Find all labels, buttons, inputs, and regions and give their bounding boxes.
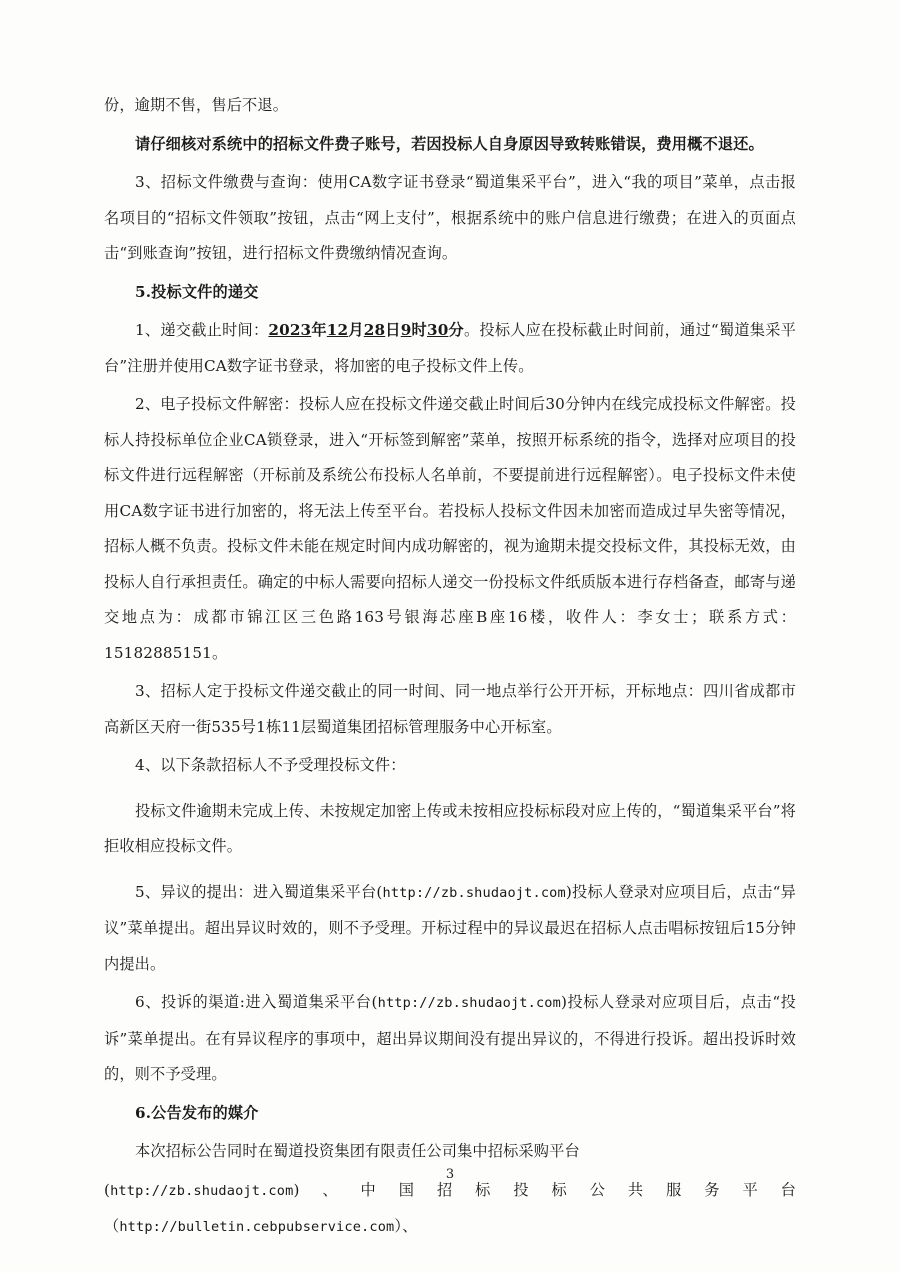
deadline-hour: 9: [400, 321, 412, 339]
paragraph-deadline: [104, 313, 796, 384]
objection-prefix: 5、异议的提出：进入蜀道集采平台(: [135, 882, 383, 901]
section-heading-bid-submission: 5.投标文件的递交: [135, 282, 259, 301]
complaint-rest: )投标人登录对应项目后，点击“投诉”菜单提出。在有异议程序的事项中，超出异议期间没有提出异议的，不得进行投诉。超出投诉时效的，则不予受理。: [104, 993, 796, 1083]
section-heading-publication-media: 6.公告发布的媒介: [135, 1103, 259, 1122]
publication-link-shudao[interactable]: http://zb.shudaojt.com: [110, 1182, 294, 1199]
publication-open-paren: (: [104, 1180, 111, 1199]
paragraph-decryption: 2、电子投标文件解密：投标人应在投标文件递交截止时间后30分钟内在线完成投标文件解密。投标人持投标单位企业CA锁登录，进入“开标签到解密”菜单，按照开标系统的指令，选择对应项目的投标文件进行远程解密（开标前及系统公布投标人名单前，不要提前进行远程解密）。电子投标文件未使用CA数字证书进行加密的，将无法上传至平台。若投标人投标文件因未加密而造成过早失密等情况，招标人概不负责。投标文件未能在规定时间内成功解密的，视为逾期未提交投标文件，其投标无效，由投标人自行承担责任。确定的中标人需要向招标人递交一份投标文件纸质版本进行存档备查，邮寄与递交地点为：成都市锦江区三色路163号银海芯座B座16楼，收件人：李女士；联系方式：15182885151。: [104, 395, 796, 662]
paragraph-objection: [104, 875, 796, 983]
page-number: 3: [445, 1167, 455, 1182]
deadline-day-unit: 日: [385, 321, 401, 339]
paragraph-rejection-terms: 投标文件逾期未完成上传、未按规定加密上传或未按相应投标标段对应上传的，“蜀道集采平台”将拒收相应投标文件。: [104, 801, 796, 855]
deadline-day: 28: [363, 321, 386, 339]
objection-platform-link[interactable]: http://zb.shudaojt.com: [382, 884, 566, 901]
paragraph-publication: 本次招标公告同时在蜀道投资集团有限责任公司集中招标采购平台: [135, 1142, 580, 1160]
deadline-month: 12: [326, 321, 349, 339]
paragraph-complaint: [104, 985, 796, 1093]
publication-mid-text: )、中国招标投标公共服务平台（: [104, 1180, 796, 1235]
paragraph-bid-opening: 3、招标人定于投标文件递交截止的同一时间、同一地点举行公开开标，开标地点：四川省成都市高新区天府一街535号1栋11层蜀道集团招标管理服务中心开标室。: [104, 682, 796, 736]
deadline-prefix: 1、递交截止时间：: [135, 321, 269, 339]
paragraph-fee-payment: 3、招标文件缴费与查询：使用CA数字证书登录“蜀道集采平台”，进入“我的项目”菜单，点击报名项目的“招标文件领取”按钮，点击“网上支付”，根据系统中的账户信息进行缴费；在进入的页面点击“到账查询”按钮，进行招标文件费缴纳情况查询。: [104, 173, 796, 262]
publication-link-cebpubservice[interactable]: http://bulletin.cebpubservice.com: [119, 1219, 395, 1235]
paragraph-rejection-intro: 4、以下条款招标人不予受理投标文件：: [135, 756, 406, 774]
deadline-year-unit: 年: [311, 321, 327, 339]
deadline-hour-unit: 时: [411, 321, 427, 339]
deadline-year: 2023: [268, 321, 312, 339]
deadline-rest: 。投标人应在投标截止时间前，通过“蜀道集采平台”注册并使用CA数字证书登录，将加密的电子投标文件上传。: [104, 321, 796, 375]
deadline-month-unit: 月: [348, 321, 364, 339]
deadline-minute-unit: 分: [448, 321, 464, 339]
paragraph-account-warning: 请仔细核对系统中的招标文件费子账号，若因投标人自身原因导致转账错误，费用概不退还。: [135, 134, 764, 153]
paragraph-sale-terms: 份，逾期不售，售后不退。: [104, 96, 289, 114]
document-body: [104, 88, 796, 1249]
publication-close: ）、: [394, 1217, 418, 1235]
complaint-prefix: 6、投诉的渠道:进入蜀道集采平台(: [135, 993, 378, 1011]
complaint-platform-link[interactable]: http://zb.shudaojt.com: [377, 995, 561, 1011]
deadline-minute: 30: [426, 321, 449, 339]
objection-rest: )投标人登录对应项目后，点击“异议”菜单提出。超出异议时效的，则不予受理。开标过程中的异议最迟在招标人点击唱标按钮后15分钟内提出。: [104, 882, 796, 973]
